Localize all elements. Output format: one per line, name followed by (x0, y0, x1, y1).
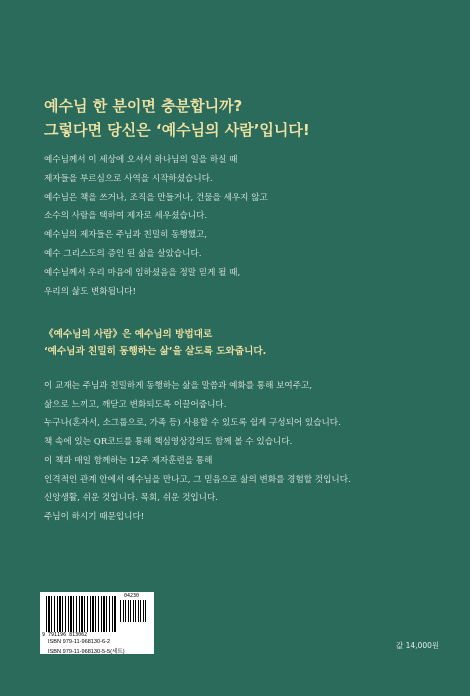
subheadline (44, 326, 266, 360)
barcode-bars (46, 596, 116, 632)
barcode-addon-number: 04230 (124, 593, 140, 599)
headline (44, 94, 310, 142)
description-line: 주님이 하시기 때문입니다! (44, 511, 145, 522)
description-line: 삶으로 느끼고, 깨닫고 변화되도록 이끌어줍니다. (44, 399, 227, 410)
intro-line: 소수의 사람을 택하여 제자로 세우셨습니다. (44, 211, 208, 222)
description-line: 누구나(혼자서, 소그룹으로, 가족 등) 사용할 수 있도록 쉽게 구성되어 있습니다. (44, 418, 341, 429)
description-paragraph (44, 377, 351, 527)
price-label: 값 14,000원 (396, 641, 440, 650)
isbn-barcode (40, 592, 154, 654)
barcode-number: 9 791196 813062 (42, 632, 88, 638)
intro-line: 예수님은 책을 쓰거나, 조직을 만들거나, 건물을 세우지 않고 (44, 192, 268, 203)
subheadline-line-1: 《예수님의 사람》은 예수님의 방법대로 (44, 329, 213, 340)
description-line: 이 교재는 주님과 친밀하게 동행하는 삶을 말씀과 예화를 통해 보여주고, (44, 381, 313, 391)
headline-line-2: 그렇다면 당신은 ‘예수님의 사람’입니다! (44, 121, 310, 139)
intro-line: 예수님께서 이 세상에 오셔서 하나님의 일을 하실 때 (44, 155, 238, 165)
intro-line: 예수님의 제자들은 주님과 친밀히 동행했고, (44, 230, 208, 241)
barcode-addon-bars (120, 600, 148, 622)
intro-line: 우리의 삶도 변화됩니다! (44, 286, 136, 297)
intro-line: 예수님께서 우리 마음에 임하셨음을 정말 믿게 될 때, (44, 267, 241, 278)
isbn-text: ISBN 979-11-968130-6-2 (48, 639, 111, 645)
intro-line: 예수 그리스도의 증인 된 삶을 살았습니다. (44, 248, 202, 259)
headline-line-1: 예수님 한 분이면 충분합니까? (44, 97, 243, 115)
intro-line: 제자들을 부르심으로 사역을 시작하셨습니다. (44, 173, 213, 184)
description-line: 책 속에 있는 QR코드를 통해 핵심영상강의도 함께 볼 수 있습니다. (44, 437, 293, 448)
description-line: 이 책과 매일 함께하는 12주 제자훈련을 통해 (44, 455, 213, 466)
intro-paragraph (44, 151, 268, 301)
isbn-set-text: ISBN 979-11-968130-5-5(세트) (48, 649, 125, 655)
description-line: 신앙생활, 쉬운 것입니다. 목회, 쉬운 것입니다. (44, 493, 219, 504)
description-line: 인격적인 관계 안에서 예수님을 만나고, 그 믿음으로 삶의 변화를 경험할 것입니다. (44, 474, 351, 485)
subheadline-line-2: ‘예수님과 친밀히 동행하는 삶’을 살도록 도와줍니다. (44, 346, 267, 357)
